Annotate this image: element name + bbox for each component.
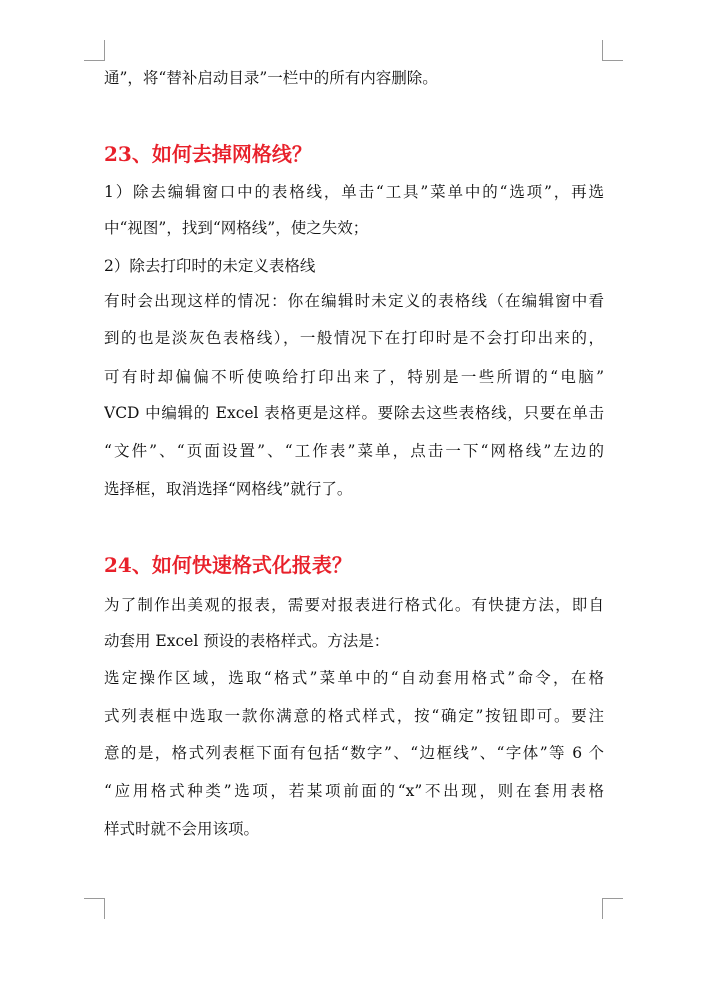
section-23-line: 有时会出现这样的情况：你在编辑时未定义的表格线（在编辑窗中看 bbox=[104, 292, 604, 310]
section-24-line: 动套用 Excel 预设的表格样式。方法是： bbox=[104, 632, 390, 650]
crop-mark-bottom-right bbox=[602, 898, 623, 919]
section-24-line: 样式时就不会用该项。 bbox=[104, 820, 260, 838]
intro-line: 通”，将“替补启动目录”一栏中的所有内容删除。 bbox=[104, 69, 438, 87]
section-24-line: 意的是，格式列表框下面有包括“数字”、“边框线”、“字体”等 6 个 bbox=[104, 744, 604, 762]
section-24-line: 选定操作区域，选取“格式”菜单中的“自动套用格式”命令，在格 bbox=[104, 669, 604, 687]
section-23-line: “文件”、“页面设置”、“工作表”菜单，点击一下“网格线”左边的 bbox=[104, 442, 604, 460]
section-23-heading: 23、如何去掉网格线？ bbox=[104, 142, 312, 166]
section-23-line: 中“视图”，找到“网格线”，使之失效； bbox=[104, 219, 369, 237]
section-23-line: 1）除去编辑窗口中的表格线，单击“工具”菜单中的“选项”，再选 bbox=[104, 183, 604, 201]
section-23-line: 选择框，取消选择“网格线”就行了。 bbox=[104, 480, 353, 498]
section-24-line: “应用格式种类”选项，若某项前面的“x”不出现，则在套用表格 bbox=[104, 782, 604, 800]
crop-mark-top-left bbox=[84, 40, 105, 61]
section-24-heading: 24、如何快速格式化报表？ bbox=[104, 553, 352, 577]
section-24-line: 式列表框中选取一款你满意的格式样式，按“确定”按钮即可。要注 bbox=[104, 707, 604, 725]
section-24-line: 为了制作出美观的报表，需要对报表进行格式化。有快捷方法，即自 bbox=[104, 596, 604, 614]
section-23-line: 到的也是淡灰色表格线），一般情况下在打印时是不会打印出来的， bbox=[104, 329, 604, 347]
section-23-line: 可有时却偏偏不听使唤给打印出来了，特别是一些所谓的“电脑” bbox=[104, 368, 604, 386]
crop-mark-bottom-left bbox=[84, 898, 105, 919]
crop-mark-top-right bbox=[602, 40, 623, 61]
section-23-line: VCD 中编辑的 Excel 表格更是这样。要除去这些表格线，只要在单击 bbox=[104, 404, 604, 422]
section-23-line: 2）除去打印时的未定义表格线 bbox=[104, 257, 316, 275]
